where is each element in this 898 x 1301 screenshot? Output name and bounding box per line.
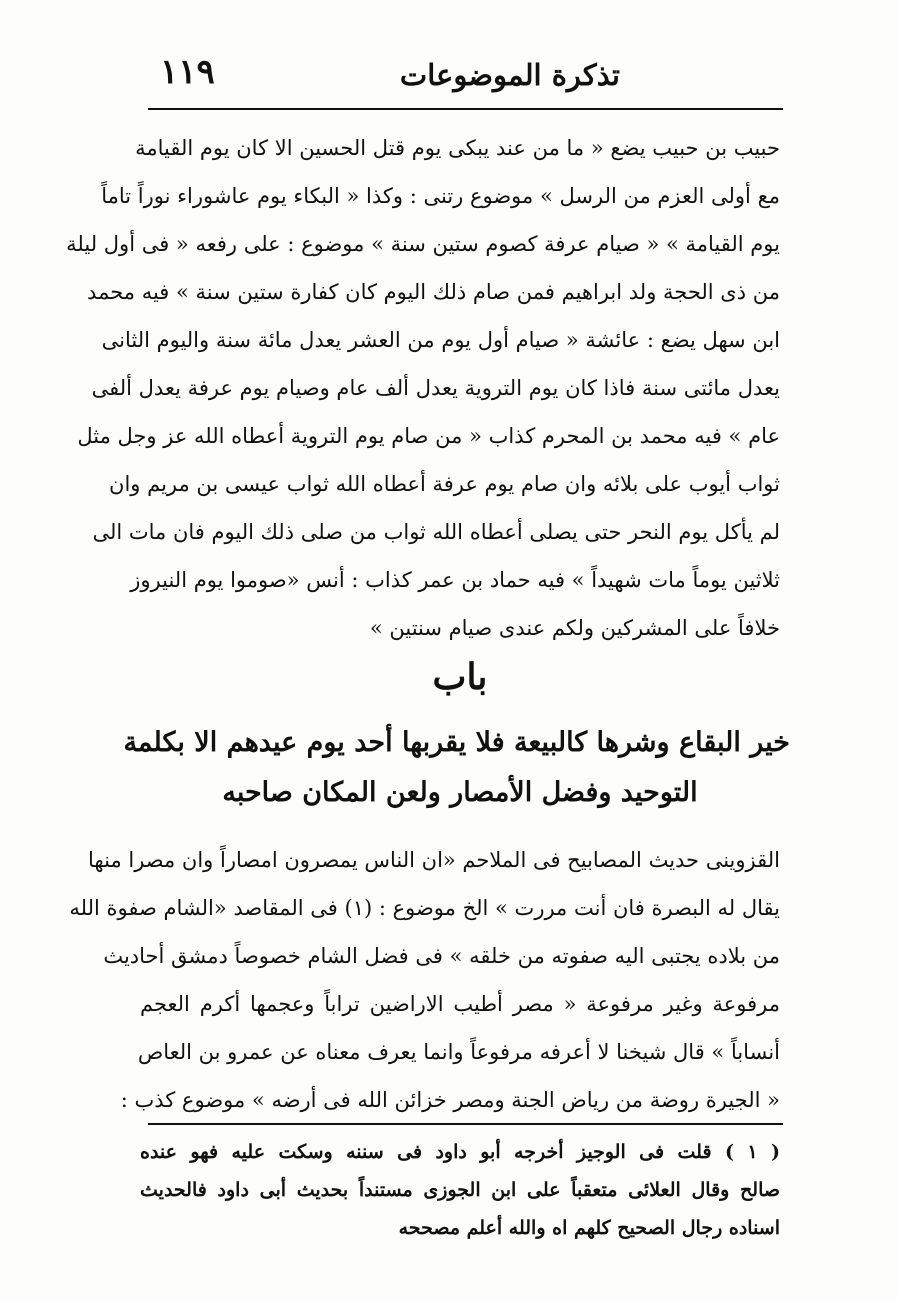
page-number: ١١٩ [160,52,215,92]
text-line: حبيب بن حبيب يضع « ما من عند يبكى يوم قتل الحسين الا كان يوم القيامة [135,136,780,160]
running-title: تذكرة الموضوعات [399,58,620,92]
chapter-title-line: التوحيد وفضل الأمصار ولعن المكان صاحبه [222,777,698,808]
text-line: ثلاثين يوماً مات شهيداً » فيه حماد بن عمر كذاب : أنس «صوموا يوم النيروز [130,568,780,592]
footnote-line: ( ١ ) قلت فى الوجيز أخرجه أبو داود فى سننه وسكت عليه فهو عنده [140,1141,780,1163]
text-line: مرفوعة وغير مرفوعة « مصر أطيب الاراضين تراباً وعجمها أكرم العجم [140,992,780,1016]
footnote-block [140,1133,780,1247]
text-line: عام » فيه محمد بن المحرم كذاب « من صام يوم التروية أعطاه الله عز وجل مثل [77,424,780,448]
footnote-divider [148,1123,783,1125]
chapter-title [123,718,790,818]
text-line: من ذى الحجة ولد ابراهيم فمن صام ذلك اليوم كان كفارة ستين سنة » فيه محمد [87,280,780,304]
page-header [150,52,780,108]
text-line: مع أولى العزم من الرسل » موضوع رتنى : وكذا « البكاء يوم عاشوراء نوراً تاماً [101,184,780,208]
footnote-line: اسناده رجال الصحيح كلهم اه والله أعلم مصححه [398,1217,780,1239]
text-line: يوم القيامة » « صيام عرفة كصوم ستين سنة » موضوع : على رفعه « فى أول ليلة [66,232,780,256]
text-line: ثواب أيوب على بلائه وان صام يوم عرفة أعطاه الله ثواب عيسى بن مريم وان [109,472,780,496]
text-line: يعدل مائتى سنة فاذا كان يوم التروية يعدل ألف عام وصيام يوم عرفة يعدل ألفى [91,376,780,400]
text-line: القزوينى حديث المصابيح فى الملاحم «ان الناس يمصرون امصاراً وان مصرا منها [88,848,780,872]
section-heading: باب [432,656,488,698]
second-text-block [69,836,780,1124]
chapter-title-line: خير البقاع وشرها كالبيعة فلا يقربها أحد يوم عيدهم الا بكلمة [123,727,790,758]
footnote-line: صالح وقال العلائى متعقباً على ابن الجوزى مستنداً بحديث أبى داود فالحديث [140,1179,780,1201]
text-line: يقال له البصرة فان أنت مررت » الخ موضوع : (١) فى المقاصد «الشام صفوة الله [69,896,780,920]
text-line: ابن سهل يضع : عائشة « صيام أول يوم من العشر يعدل مائة سنة واليوم الثانى [101,328,780,352]
header-divider [148,108,783,110]
text-line: لم يأكل يوم النحر حتى يصلى أعطاه الله ثواب من صلى ذلك اليوم فان مات الى [92,520,780,544]
text-line: خلافاً على المشركين ولكم عندى صيام سنتين » [369,616,780,640]
text-line: « الجيرة روضة من رياض الجنة ومصر خزائن الله فى أرضه » موضوع كذب : [120,1088,780,1112]
text-line: أنساباً » قال شيخنا لا أعرفه مرفوعاً وانما يعرف معناه عن عمرو بن العاص [137,1040,780,1064]
text-line: من بلاده يجتبى اليه صفوته من خلقه » فى فضل الشام خصوصاً دمشق أحاديث [103,944,780,968]
main-text-block [66,124,780,652]
